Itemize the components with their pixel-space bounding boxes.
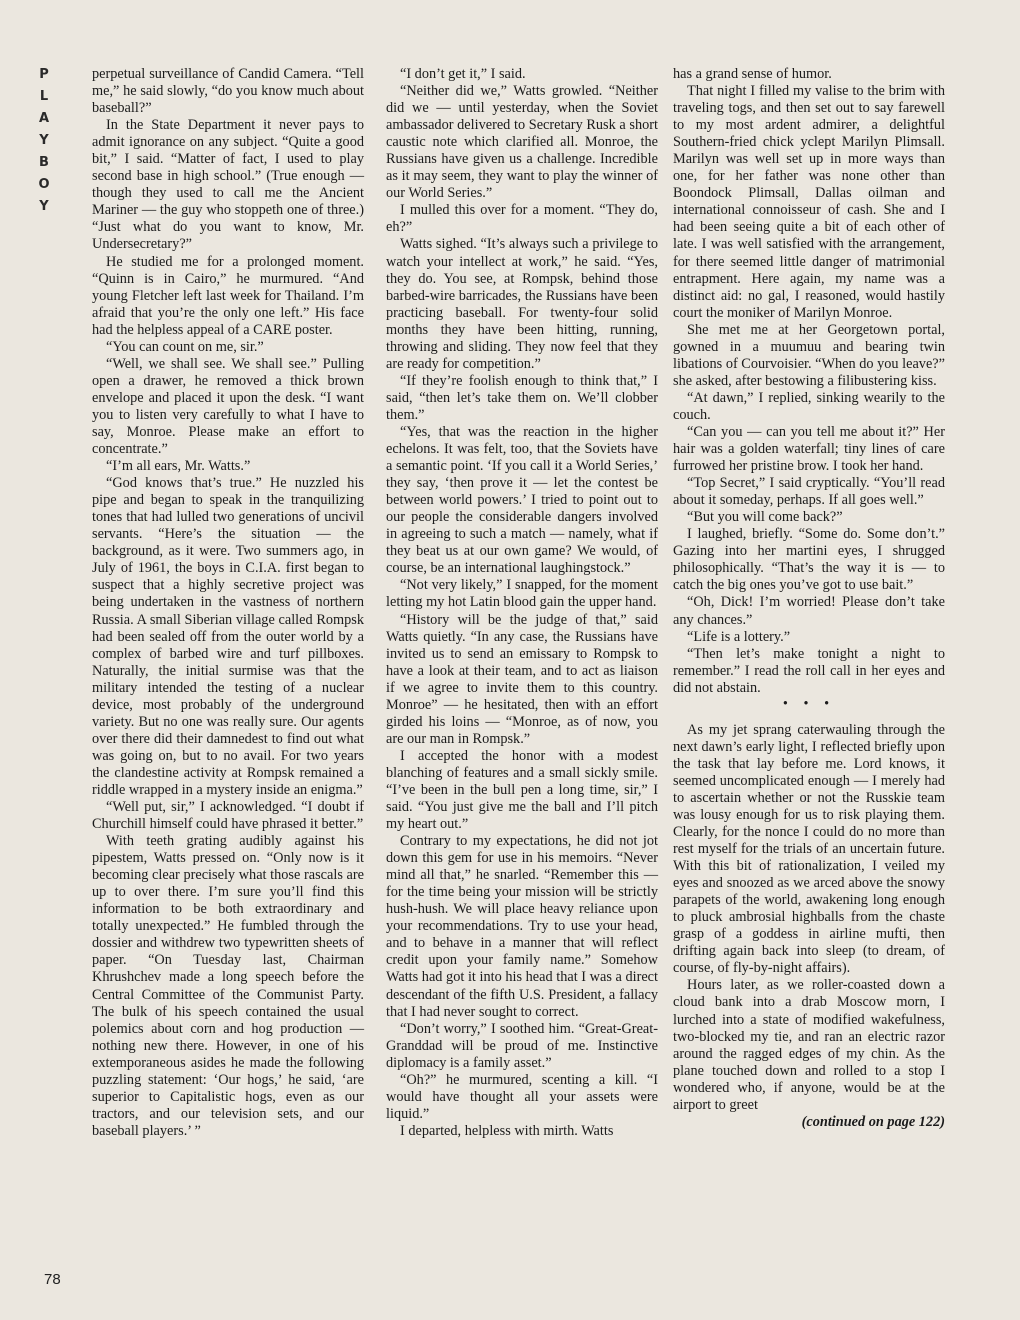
paragraph: In the State Department it never pays to admit ignorance on any subject. “Quite a good bit,” I said. “Matter of fact, I used to play second base in high school.” (True enough — though they used to call me the Ancient Mariner — the guy who stoppeth one of three.) “Just what do you want to know, Mr. Undersecretary?” [92, 117, 364, 253]
paragraph: “Well put, sir,” I acknowledged. “I doubt if Churchill himself could have phrased it better.” [92, 799, 364, 833]
paragraph: “I’m all ears, Mr. Watts.” [106, 458, 251, 475]
paragraph: I departed, helpless with mirth. Watts [400, 1122, 614, 1139]
paragraph: With teeth grating audibly against his pipestem, Watts pressed on. “Only now is it becoming clear precisely what those rascals are up to over there. I’m sure you’ll find this information to be both extraordinary and totally unexpected.” He fumbled through the dossier and withdrew two typewritten sheets of paper. “On Tuesday last, Chairman Khrushchev made a long speech before the Central Committee of the Communist Party. The bulk of his speech contained the usual polemics about corn and hog production — nothing new there. However, in one of his extemporaneous asides he made the following puzzling statement: ‘Our hogs,’ he said, ‘are superior to Capitalistic hogs, even as our tractors, and our television sets, and our baseball players.’ ” [92, 833, 364, 1139]
paragraph: I accepted the honor with a modest blanching of features and a small sickly smile. “I’ve been in the bull pen a long time, sir,” I said. “You just give me the ball and I’ll pitch my heart out.” [386, 747, 658, 833]
paragraph: That night I filled my valise to the brim with traveling togs, and then set out to say farewell to my most ardent admirer, a delightful Southern-fried chick yclept Marilyn Plimsall. Marilyn was well set up in more ways than one, for her father was none other than Boondock Plimsall, Dallas oilman and international connoisseur of cash. She and I had been seeing quite a bit of each other of late. I was well satisfied with the arrangement, for there seemed little danger of matrimonial entrapment. Here again, my name was a distinct aid: no gal, I reasoned, would hastily court the moniker of Marilyn Monroe. [673, 83, 945, 321]
paragraph: “Neither did we,” Watts growled. “Neither did we — until yesterday, when the Soviet ambassador delivered to Secretary Rusk a short caustic note which clarified all. Monroe, the Russians have given us a challenge. Incredible as it may seem, they want to play the winner of our World Series.” [386, 83, 658, 202]
paragraph: “Oh?” he murmured, scenting a kill. “I would have thought all your assets were liquid.” [386, 1071, 658, 1122]
paragraph: “Yes, that was the reaction in the higher echelons. It was felt, too, that the Soviets have a semantic point. ‘If you call it a World Series,’ they say, ‘then prove it — let the contest be between world powers.’ I tried to point out to our people the considerable dangers involved in agreeing to such a match — namely, what if they beat us at our own game? We would, of course, be an international laughingstock.” [386, 423, 658, 577]
paragraph: She met me at her Georgetown portal, gowned in a muumuu and bearing twin libations of Courvoisier. “When do you leave?” she asked, after bestowing a filibustering kiss. [673, 321, 945, 389]
page-number: 78 [44, 1271, 61, 1288]
running-head-letter: O [38, 177, 50, 192]
paragraph: “If they’re foolish enough to think that,” I said, “then let’s take them on. We’ll clobber them.” [386, 372, 658, 423]
continuation-note: (continued on page 122) [801, 1113, 945, 1130]
paragraph: I mulled this over for a moment. “They do, eh?” [386, 202, 658, 236]
paragraph: “God knows that’s true.” He nuzzled his pipe and began to speak in the tranquilizing tones that had lulled two generations of uncivil servants. “Here’s the situation — the background, as it were. Two summers ago, in July of 1961, the boys in C.I.A. first began to suspect that a highly secretive project was being undertaken in the vastness of northern Russia. A small Siberian village called Rompsk had been sealed off from the outer world by a complex of barbed wire and turf pillboxes. Naturally, the initial surmise was that the military intended the testing of a nuclear device, most probably of the underground variety. But no one was really sure. Our agents over there did their damnedest to find out what was going on, but to no avail. For two years the clandestine activity at Rompsk remained a riddle wrapped in a mystery inside an enigma.” [92, 475, 364, 798]
paragraph: “Then let’s make tonight a night to remember.” I read the roll call in her eyes and did not abstain. [673, 645, 945, 696]
paragraph: “History will be the judge of that,” said Watts quietly. “In any case, the Russians have invited us to send an emissary to Rompsk to have a look at their team, and to act as liaison if we agree to invite them to this country. Monroe” — he hesitated, then with an effort girded his loins — “Monroe, as of now, you are our man in Rompsk.” [386, 611, 658, 747]
paragraph: I laughed, briefly. “Some do. Some don’t.” Gazing into her martini eyes, I shrugged philosophically. “That’s the way it is — to catch the big ones you’ve got to use bait.” [673, 526, 945, 594]
text-column-2 [386, 66, 658, 1140]
paragraph: He studied me for a prolonged moment. “Quinn is in Cairo,” he murmured. “And young Fletcher left last week for Thailand. I’m afraid that you’re the only one left.” His face had the helpless appeal of a CARE poster. [92, 253, 364, 338]
paragraph: Contrary to my expectations, he did not jot down this gem for use in his memoirs. “Never mind all that,” he snarled. “Remember this — for the time being your mission will be strictly hush-hush. We will place heavy reliance upon your recommendations. Try to use your head, and to behave in a manner that will reflect credit upon your family name.” Somehow Watts had got it into his head that I was a direct descendant of the fifth U.S. President, a fallacy that I had never sought to correct. [386, 833, 658, 1020]
paragraph: “Not very likely,” I snapped, for the moment letting my hot Latin blood gain the upper hand. [386, 577, 658, 611]
paragraph: As my jet sprang caterwauling through the next dawn’s early light, I reflected briefly upon the task that lay before me. Lord knows, it seemed uncomplicated enough — I merely had to ascertain whether or not the Russkie team was lousy enough for us to risk playing them. Clearly, for the nonce I could do no more than rest myself for the trials of an uncertain future. With this bit of rationalization, I veiled my eyes and snoozed as we arced above the snowy parapets of the world, awakening long enough to pluck ambrosial highballs from the chaste grasp of a goddess in airline mufti, then drifting again back into sleep (to dream, of course, of fly-by-night affairs). [673, 721, 945, 977]
section-separator: • • • [782, 695, 836, 712]
paragraph: Watts sighed. “It’s always such a privilege to watch your intellect at work,” he said. “Yes, they do. You see, at Rompsk, behind those barbed-wire barricades, the Russians have been practicing baseball. For twenty-four solid months they have been hitting, running, throwing and sliding. They now feel that they are ready for competition.” [386, 236, 658, 372]
running-head-letter: L [39, 89, 49, 104]
paragraph: has a grand sense of humor. [673, 66, 832, 82]
paragraph: “Life is a lottery.” [687, 628, 791, 645]
running-head-letter: Y [39, 133, 49, 148]
running-head-letter: A [38, 111, 50, 126]
running-head-letter: Y [39, 199, 49, 214]
text-column-1 [92, 66, 364, 1140]
text-column-3 [673, 66, 945, 1131]
running-head-letter: B [39, 155, 49, 170]
paragraph: “Oh, Dick! I’m worried! Please don’t take any chances.” [673, 594, 945, 628]
paragraph: “But you will come back?” [687, 509, 843, 526]
paragraph: “You can count on me, sir.” [106, 338, 264, 355]
paragraph: Hours later, as we roller-coasted down a cloud bank into a drab Moscow morn, I lurched into a state of modified wakefulness, two-blocked my tie, and ran an electric razor around the ragged edges of my chin. As the plane touched down and rolled to a stop I wondered who, if anyone, would be at the airport to greet [673, 977, 945, 1113]
paragraph: “I don’t get it,” I said. [400, 66, 526, 82]
running-head-letter: P [39, 67, 49, 82]
paragraph: “Don’t worry,” I soothed him. “Great-Great-Granddad will be proud of me. Instinctive diplomacy is a family asset.” [386, 1020, 658, 1071]
paragraph: “Well, we shall see. We shall see.” Pulling open a drawer, he removed a thick brown envelope and placed it upon the desk. “I want you to listen very carefully to what I have to say, Monroe. Please make an effort to concentrate.” [92, 355, 364, 458]
paragraph: “Top Secret,” I said cryptically. “You’ll read about it someday, perhaps. If all goes well.” [673, 475, 945, 509]
paragraph: “At dawn,” I replied, sinking wearily to the couch. [673, 389, 945, 423]
paragraph: perpetual surveillance of Candid Camera. “Tell me,” he said slowly, “do you know much about baseball?” [92, 66, 364, 117]
paragraph: “Can you — can you tell me about it?” Her hair was a golden waterfall; tiny lines of care furrowed her pristine brow. I took her hand. [673, 423, 945, 475]
running-head [34, 64, 54, 218]
